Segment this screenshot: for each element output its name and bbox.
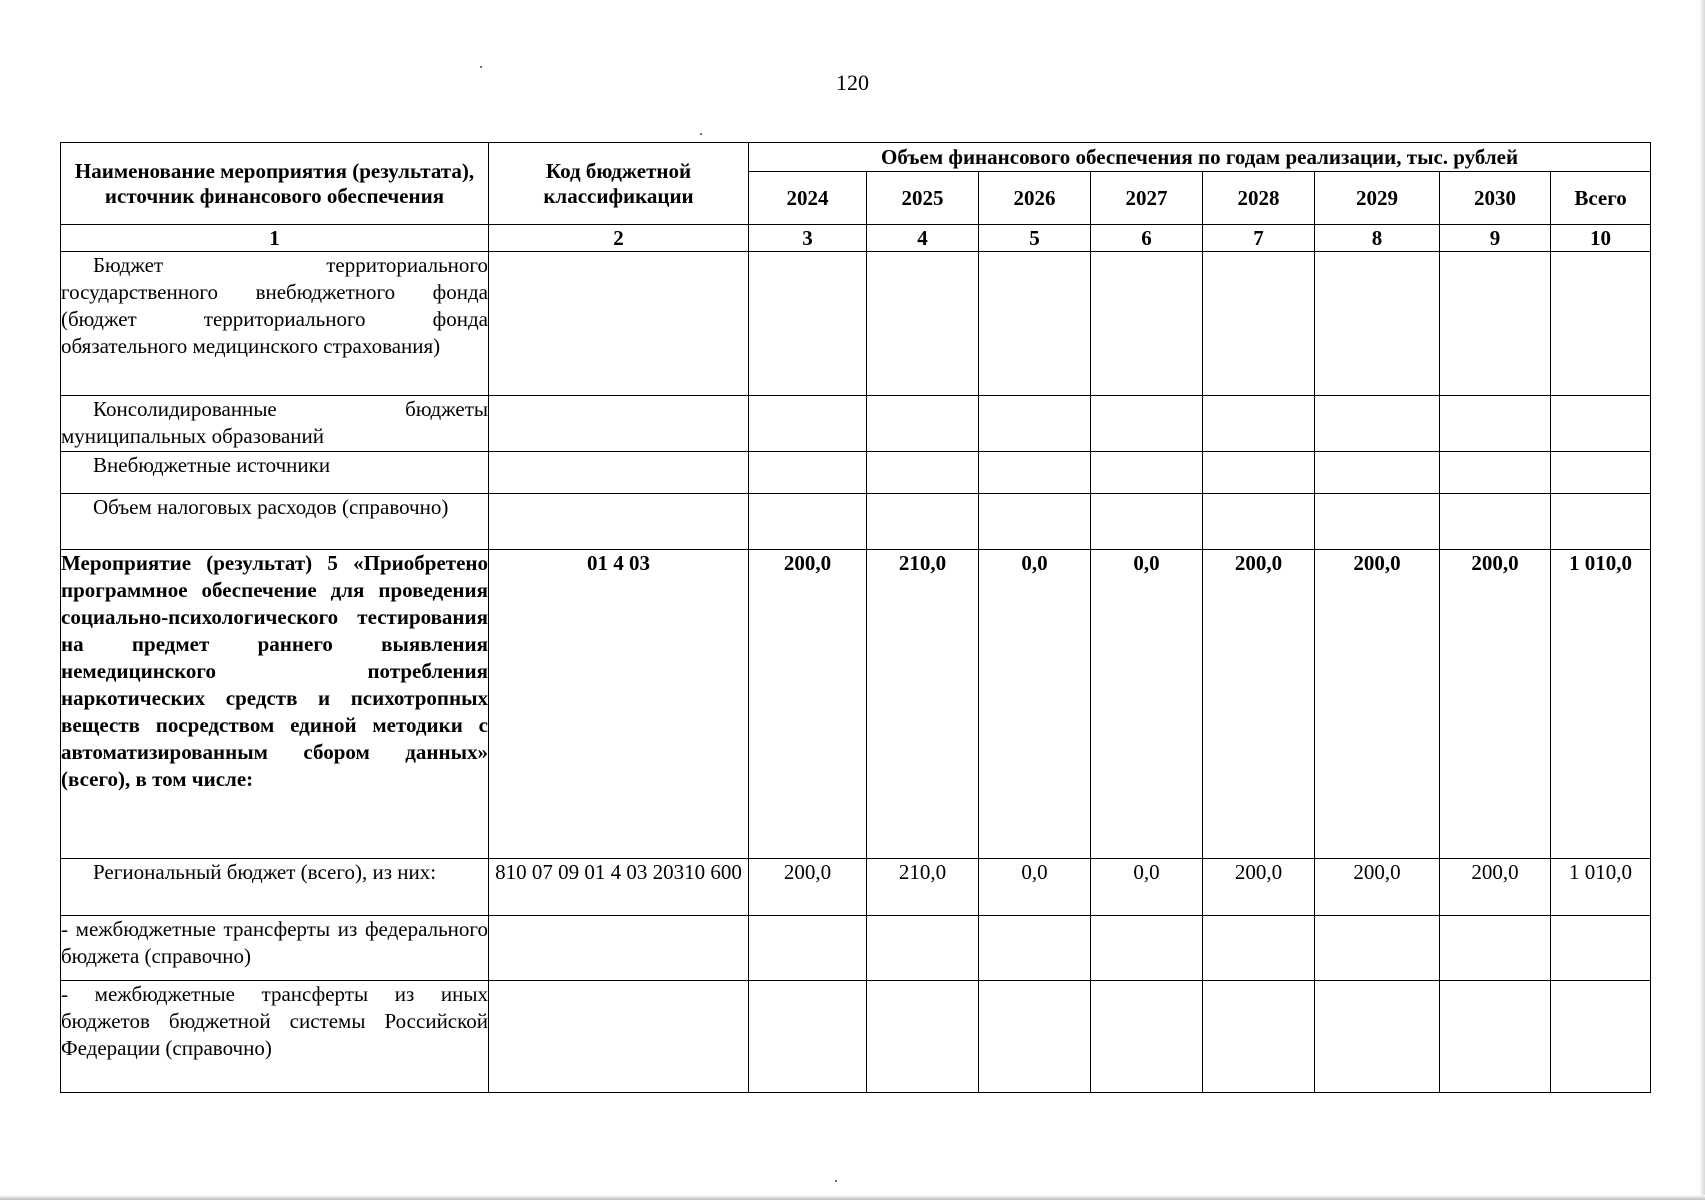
- value-cell: [979, 452, 1091, 494]
- column-number: 4: [867, 225, 979, 252]
- value-cell: [749, 916, 867, 981]
- value-cell: [979, 981, 1091, 1093]
- value-cell: [867, 396, 979, 452]
- column-number: 2: [489, 225, 749, 252]
- total-cell: [1551, 494, 1651, 550]
- header-year: 2028: [1203, 172, 1315, 225]
- value-cell: 200,0: [1203, 859, 1315, 916]
- table-row: [61, 981, 1651, 1093]
- header-year: 2026: [979, 172, 1091, 225]
- header-year: 2030: [1440, 172, 1551, 225]
- value-cell: [1315, 396, 1440, 452]
- value-cell: [1091, 981, 1203, 1093]
- value-cell: [1091, 494, 1203, 550]
- value-cell: 210,0: [867, 859, 979, 916]
- value-cell: [979, 252, 1091, 396]
- value-cell: [1440, 252, 1551, 396]
- column-number: 3: [749, 225, 867, 252]
- column-number: 9: [1440, 225, 1551, 252]
- value-cell: [1440, 452, 1551, 494]
- value-cell: [1203, 452, 1315, 494]
- value-cell: [867, 916, 979, 981]
- row-code: [489, 396, 749, 452]
- page-number: 120: [836, 70, 869, 95]
- value-cell: 200,0: [1315, 859, 1440, 916]
- row-code: [489, 981, 749, 1093]
- value-cell: [1315, 452, 1440, 494]
- value-cell: 0,0: [1091, 550, 1203, 859]
- value-cell: [749, 252, 867, 396]
- value-cell: [749, 396, 867, 452]
- value-cell: [1315, 916, 1440, 981]
- value-cell: [1091, 396, 1203, 452]
- value-cell: [867, 494, 979, 550]
- value-cell: [1203, 494, 1315, 550]
- table-row-event: [61, 550, 1651, 859]
- header-total: Всего: [1551, 172, 1651, 225]
- header-row-numbers: [61, 225, 1651, 252]
- column-number: 1: [61, 225, 489, 252]
- value-cell: 200,0: [749, 550, 867, 859]
- column-number: 10: [1551, 225, 1651, 252]
- value-cell: 210,0: [867, 550, 979, 859]
- row-code: [489, 452, 749, 494]
- scan-speck: [835, 1180, 837, 1182]
- value-cell: 200,0: [1203, 550, 1315, 859]
- row-name: - межбюджетные трансферты из иных бюджетов бюджетной системы Российской Федерации (справочно): [61, 981, 489, 1093]
- value-cell: 200,0: [1440, 859, 1551, 916]
- header-year: 2025: [867, 172, 979, 225]
- row-name: Региональный бюджет (всего), из них:: [61, 859, 489, 916]
- value-cell: 200,0: [749, 859, 867, 916]
- header-code: Код бюджетной классификации: [489, 143, 749, 225]
- scan-edge-bottom: [0, 1195, 1705, 1200]
- value-cell: [867, 981, 979, 1093]
- table-row: [61, 252, 1651, 396]
- column-number: 5: [979, 225, 1091, 252]
- row-code: 810 07 09 01 4 03 20310 600: [489, 859, 749, 916]
- value-cell: 0,0: [1091, 859, 1203, 916]
- header-year: 2027: [1091, 172, 1203, 225]
- total-cell: [1551, 916, 1651, 981]
- event-name: Мероприятие (результат) 5 «Приобретено программное обеспечение для проведения социально-психологического тестирования на предмет раннего выявления немедицинского потребления наркотических средств и психотропных веществ посредством единой методики с автоматизированным сбором данных» (всего), в том числе:: [61, 550, 489, 859]
- value-cell: [1203, 252, 1315, 396]
- table-row: [61, 396, 1651, 452]
- value-cell: [749, 494, 867, 550]
- value-cell: [1440, 396, 1551, 452]
- row-code: [489, 252, 749, 396]
- value-cell: [979, 396, 1091, 452]
- event-code: 01 4 03: [489, 550, 749, 859]
- table-row: [61, 494, 1651, 550]
- value-cell: 0,0: [979, 859, 1091, 916]
- row-code: [489, 494, 749, 550]
- value-cell: 200,0: [1315, 550, 1440, 859]
- value-cell: [867, 252, 979, 396]
- row-name: - межбюджетные трансферты из федерального бюджета (справочно): [61, 916, 489, 981]
- row-name: Объем налоговых расходов (справочно): [61, 494, 489, 550]
- column-number: 6: [1091, 225, 1203, 252]
- value-cell: [1315, 981, 1440, 1093]
- table-row: [61, 452, 1651, 494]
- value-cell: [1203, 916, 1315, 981]
- value-cell: [1203, 396, 1315, 452]
- row-name: Внебюджетные источники: [61, 452, 489, 494]
- value-cell: [1440, 981, 1551, 1093]
- header-year: 2029: [1315, 172, 1440, 225]
- row-name: Бюджет территориального государственного внебюджетного фонда (бюджет территориального фонда обязательного медицинского страхования): [61, 252, 489, 396]
- value-cell: [1091, 252, 1203, 396]
- total-cell: [1551, 452, 1651, 494]
- value-cell: [1440, 494, 1551, 550]
- financing-table: [60, 142, 1651, 1093]
- value-cell: [749, 452, 867, 494]
- total-cell: 1 010,0: [1551, 859, 1651, 916]
- header-row-main: [61, 143, 1651, 172]
- row-code: [489, 916, 749, 981]
- scan-edge-right: [1699, 0, 1705, 1200]
- value-cell: [1091, 916, 1203, 981]
- scan-speck: [700, 133, 702, 135]
- table-row: [61, 916, 1651, 981]
- value-cell: [979, 916, 1091, 981]
- value-cell: [1440, 916, 1551, 981]
- header-name: Наименование мероприятия (результата), источник финансового обеспечения: [61, 143, 489, 225]
- value-cell: [1203, 981, 1315, 1093]
- value-cell: 0,0: [979, 550, 1091, 859]
- row-name: Консолидированные бюджеты муниципальных образований: [61, 396, 489, 452]
- value-cell: [1315, 252, 1440, 396]
- scan-speck: [480, 66, 482, 68]
- value-cell: 200,0: [1440, 550, 1551, 859]
- column-number: 7: [1203, 225, 1315, 252]
- value-cell: [1091, 452, 1203, 494]
- header-volume: Объем финансового обеспечения по годам реализации, тыс. рублей: [749, 143, 1651, 172]
- total-cell: [1551, 981, 1651, 1093]
- value-cell: [1315, 494, 1440, 550]
- header-year: 2024: [749, 172, 867, 225]
- total-cell: [1551, 396, 1651, 452]
- total-cell: 1 010,0: [1551, 550, 1651, 859]
- value-cell: [979, 494, 1091, 550]
- table-row: [61, 859, 1651, 916]
- column-number: 8: [1315, 225, 1440, 252]
- value-cell: [867, 452, 979, 494]
- total-cell: [1551, 252, 1651, 396]
- value-cell: [749, 981, 867, 1093]
